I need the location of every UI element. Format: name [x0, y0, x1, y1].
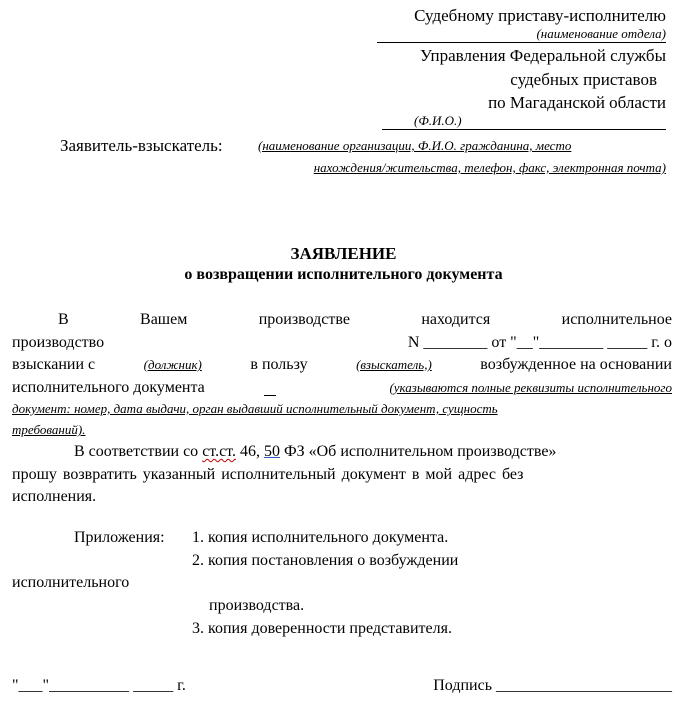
- debtor-field: (должник): [143, 357, 202, 372]
- service-line: Управления Федеральной службы: [419, 46, 666, 65]
- date-field: "___"__________ _____ г.: [12, 677, 186, 694]
- exec-doc-note-2: документ: номер, дата выдачи, орган выдавший исполнительный документ, сущность: [12, 401, 498, 416]
- law-articles-abbrev: ст.ст.: [202, 443, 236, 460]
- paragraph1-line3: [12, 355, 672, 374]
- attachment-item-2-end: производства.: [209, 597, 305, 614]
- paragraph2-line1: [74, 442, 556, 461]
- text-segment: в пользу: [250, 356, 308, 373]
- text-segment: 46,: [239, 443, 260, 460]
- word: находится: [421, 311, 491, 328]
- fio-note: (Ф.И.О.): [414, 113, 462, 128]
- paragraph1-line1: [58, 310, 672, 329]
- paragraph1-line2-start: производство: [12, 334, 105, 351]
- applicant-label: Заявитель-взыскатель:: [60, 136, 223, 155]
- exec-doc-note-3: требований).: [12, 422, 86, 437]
- case-number-date: N ________ от "__"________ _____ г. о: [407, 334, 672, 351]
- department-underline: [377, 42, 666, 43]
- article-50-link[interactable]: 50: [263, 443, 280, 460]
- attachments-label: Приложения:: [74, 529, 165, 546]
- exec-doc-underline: [264, 395, 276, 396]
- attachment-item-2: 2. копия постановления о возбуждении: [192, 552, 459, 569]
- text-segment: взыскании с: [12, 356, 96, 373]
- word: исполнительное: [561, 311, 672, 328]
- bailiffs-line: судебных приставов: [510, 70, 657, 89]
- word: В: [58, 311, 69, 328]
- applicant-note-2: нахождения/жительства, телефон, факс, электронная почта): [313, 160, 666, 175]
- text-segment: В соответствии со: [74, 443, 199, 460]
- attachment-item-3: 3. копия доверенности представителя.: [192, 620, 452, 637]
- addressee-line: Судебному приставу-исполнителю: [414, 6, 666, 25]
- text-segment: ФЗ «Об исполнительном производстве»: [283, 443, 557, 460]
- claimant-field: (взыскатель,): [356, 357, 432, 372]
- text-segment: возбужденное на основании: [480, 356, 672, 373]
- attachment-item-2-cont: исполнительного: [12, 574, 130, 591]
- word: Вашем: [140, 311, 188, 328]
- document-title: ЗАЯВЛЕНИЕ: [290, 244, 397, 263]
- department-note: (наименование отдела): [536, 26, 666, 41]
- signature-field: Подпись ______________________: [433, 677, 672, 694]
- paragraph2-line3: исполнения.: [12, 488, 97, 505]
- exec-doc-note-1: (указываются полные реквизиты исполнительного: [389, 380, 672, 395]
- region-line: по Магаданской области: [488, 93, 666, 112]
- word: производстве: [258, 311, 350, 328]
- paragraph2-line2: прошу возвратить указанный исполнительный документ в мой адрес без: [12, 466, 524, 483]
- document-subtitle: о возвращении исполнительного документа: [184, 266, 503, 283]
- attachment-item-1: 1. копия исполнительного документа.: [192, 529, 449, 546]
- exec-doc-label: исполнительного документа: [12, 379, 205, 396]
- fio-underline: [382, 129, 666, 130]
- applicant-note-1: (наименование организации, Ф.И.О. гражданина, место: [258, 138, 572, 153]
